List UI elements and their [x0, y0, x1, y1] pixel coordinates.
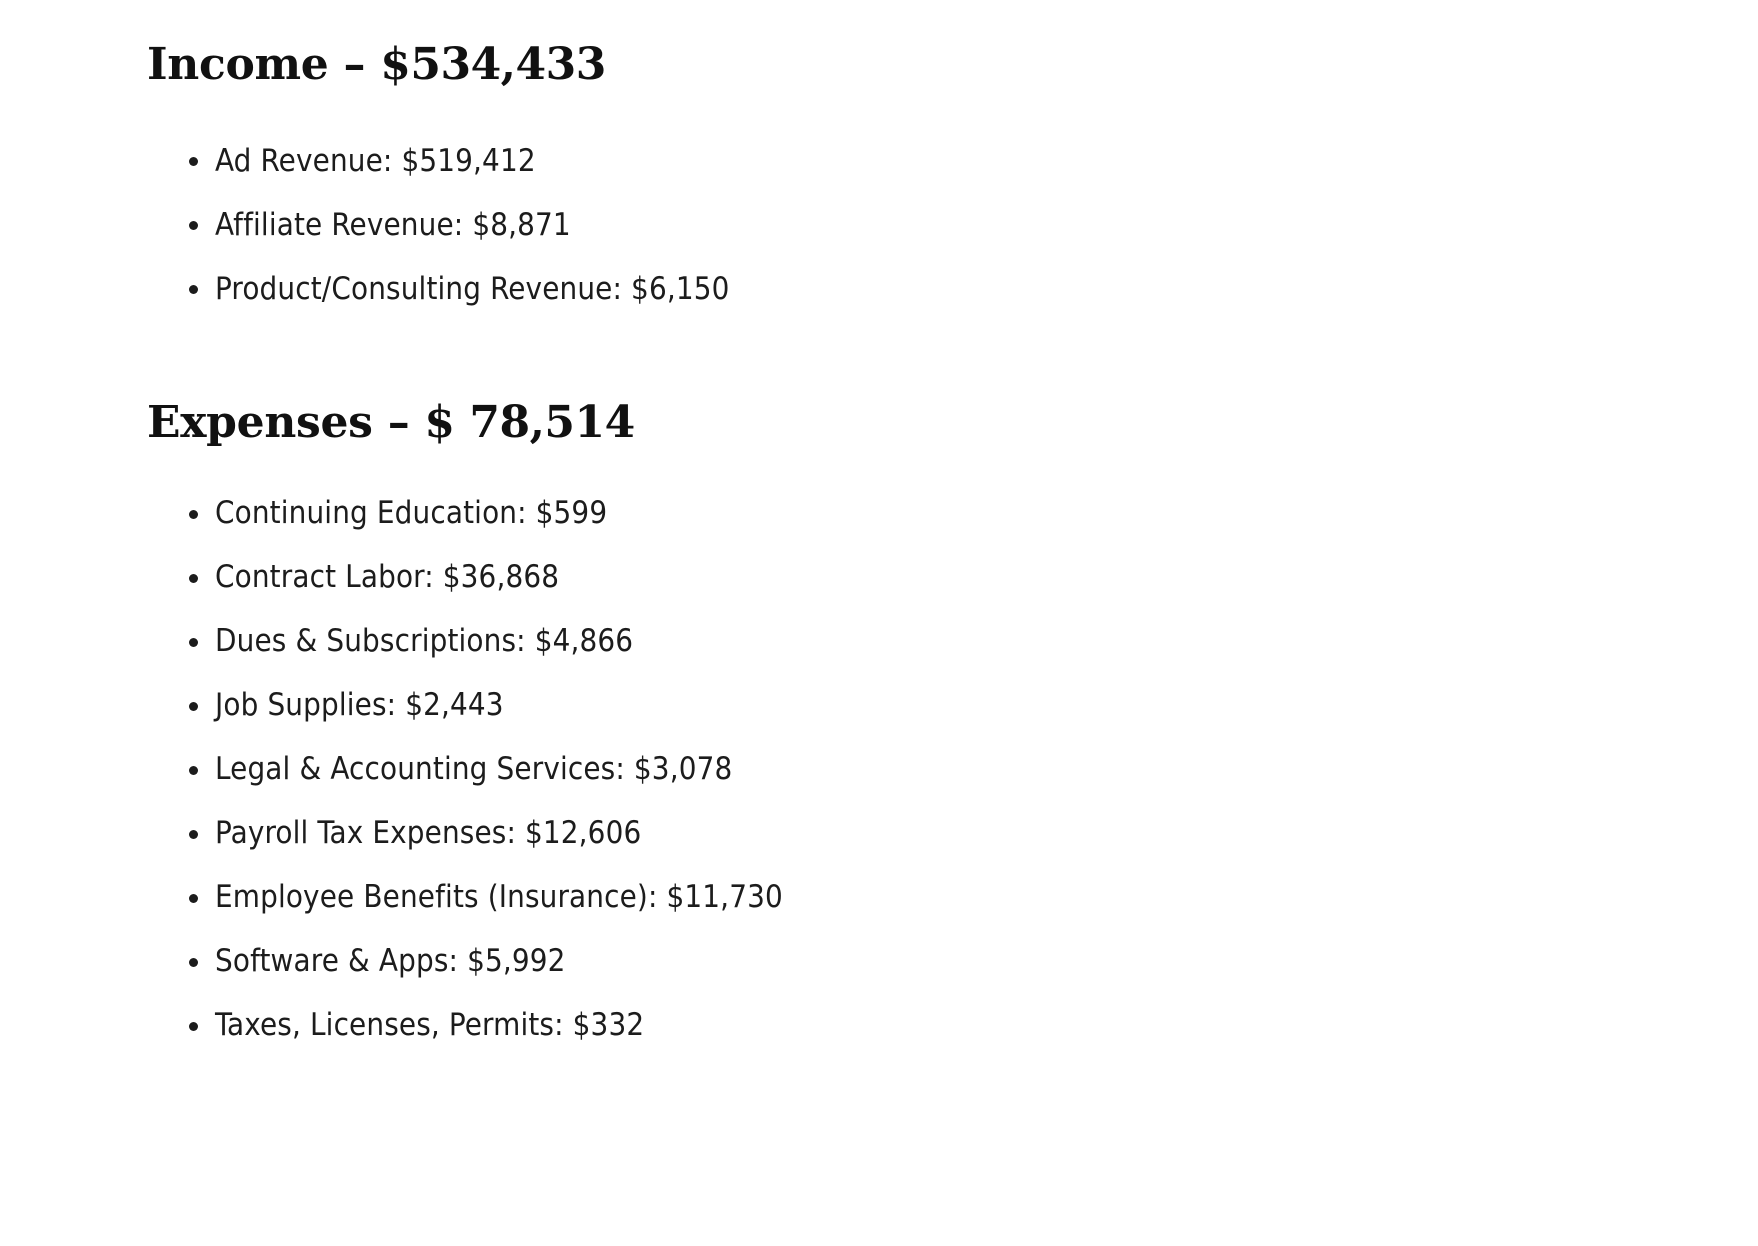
list-item-label: Dues & Subscriptions: $4,866	[215, 623, 634, 660]
list-item	[147, 802, 1627, 866]
bullet-dot-icon	[189, 766, 198, 775]
list-item-label: Product/Consulting Revenue: $6,150	[215, 270, 730, 307]
list-item	[147, 482, 1627, 546]
list-item-label: Employee Benefits (Insurance): $11,730	[215, 879, 783, 916]
list-item-label: Affiliate Revenue: $8,871	[215, 206, 571, 243]
list-item	[147, 994, 1627, 1058]
expenses-bullet-list	[147, 482, 1627, 1058]
content-column	[147, 0, 1627, 1058]
list-item-label: Legal & Accounting Services: $3,078	[215, 751, 733, 788]
list-item-label: Continuing Education: $599	[215, 495, 608, 532]
income-heading	[147, 40, 1627, 89]
bullet-dot-icon	[189, 830, 198, 839]
bullet-dot-icon	[189, 157, 198, 166]
list-item	[147, 738, 1627, 802]
list-item-label: Software & Apps: $5,992	[215, 943, 566, 980]
bullet-dot-icon	[189, 574, 198, 583]
expenses-section	[147, 321, 1627, 1057]
list-item-label: Payroll Tax Expenses: $12,606	[215, 815, 642, 852]
list-item	[147, 193, 1627, 257]
expenses-heading-amount: $ 78,514	[424, 397, 635, 449]
list-item-label: Ad Revenue: $519,412	[215, 142, 536, 179]
bullet-dot-icon	[189, 510, 198, 519]
income-bullet-list	[147, 129, 1627, 321]
list-item	[147, 129, 1627, 193]
expenses-heading-label: Expenses	[147, 397, 373, 449]
income-heading-label: Income	[147, 39, 329, 90]
list-item	[147, 257, 1627, 321]
bullet-dot-icon	[189, 702, 198, 711]
list-item-label: Job Supplies: $2,443	[215, 687, 504, 724]
income-heading-amount: $534,433	[380, 39, 606, 90]
bullet-dot-icon	[189, 638, 198, 647]
expenses-heading-separator: –	[372, 397, 425, 449]
bullet-dot-icon	[189, 285, 198, 294]
bullet-dot-icon	[189, 958, 198, 967]
list-item-label: Taxes, Licenses, Permits: $332	[215, 1007, 645, 1044]
income-section	[147, 0, 1627, 321]
bullet-dot-icon	[189, 1022, 198, 1031]
bullet-dot-icon	[189, 221, 198, 230]
income-heading-separator: –	[328, 39, 381, 90]
list-item-label: Contract Labor: $36,868	[215, 559, 560, 596]
list-item	[147, 610, 1627, 674]
list-item	[147, 674, 1627, 738]
list-item	[147, 930, 1627, 994]
expenses-heading	[147, 398, 1627, 447]
list-item	[147, 546, 1627, 610]
bullet-dot-icon	[189, 894, 198, 903]
list-item	[147, 866, 1627, 930]
